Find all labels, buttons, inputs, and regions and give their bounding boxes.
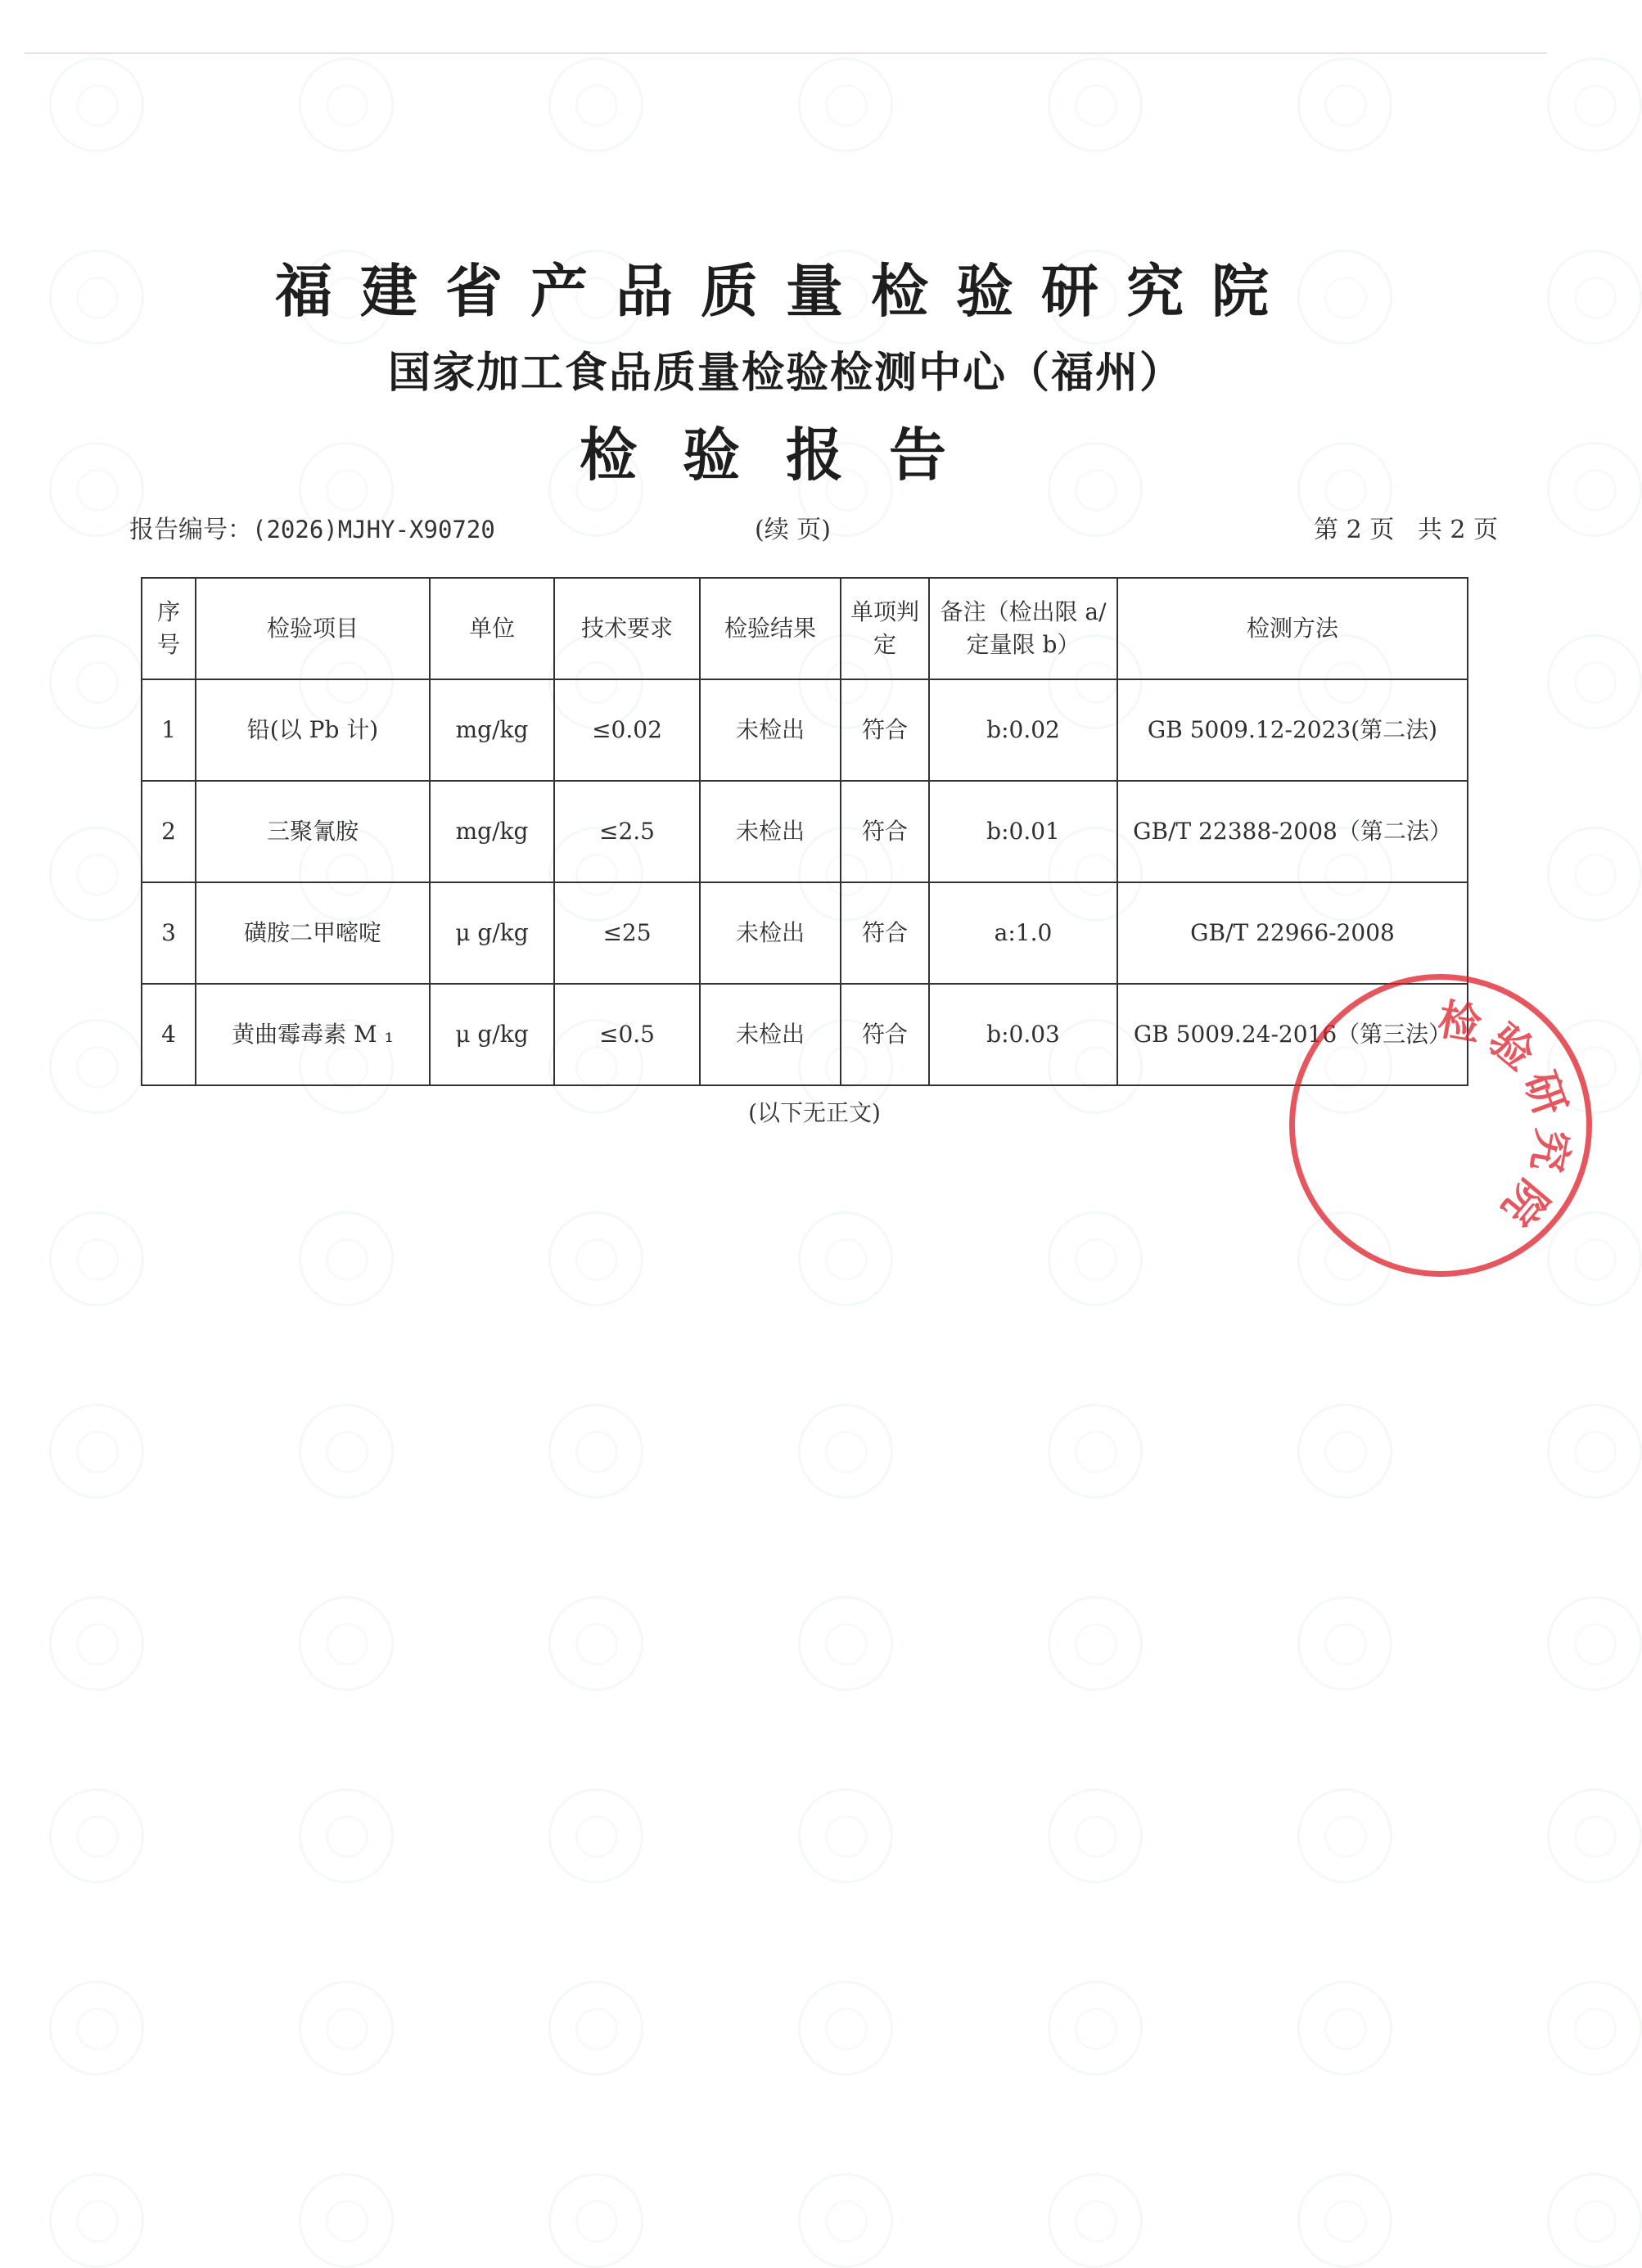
- cell-item: 三聚氰胺: [196, 781, 430, 882]
- watermark-emblem: [548, 1211, 643, 1306]
- watermark-emblem: [1547, 57, 1642, 152]
- report-number-label: 报告编号：: [129, 516, 252, 544]
- cell-seq: 1: [142, 679, 196, 781]
- header-result: 检验结果: [700, 578, 841, 679]
- cell-remark: b:0.03: [929, 984, 1117, 1085]
- cell-judgment: 符合: [841, 984, 929, 1085]
- cell-result: 未检出: [700, 882, 841, 984]
- watermark-emblem: [1048, 1404, 1143, 1499]
- page-current: 第 2 页: [1314, 516, 1395, 544]
- watermark-emblem: [49, 1788, 144, 1883]
- watermark-emblem: [548, 1404, 643, 1499]
- watermark-emblem: [798, 1788, 893, 1883]
- top-rule: [25, 52, 1547, 54]
- watermark-emblem: [798, 57, 893, 152]
- end-of-text-note: (以下无正文): [748, 1099, 881, 1126]
- seal-text: 检 验 研 究 院: [1434, 994, 1578, 1235]
- watermark-emblem: [548, 1596, 643, 1691]
- cell-unit: mg/kg: [430, 781, 554, 882]
- page-total: 共 2 页: [1417, 516, 1498, 544]
- watermark-emblem: [299, 2173, 394, 2268]
- cell-judgment: 符合: [841, 882, 929, 984]
- watermark-emblem: [1547, 1596, 1642, 1691]
- institute-title: 福建省产品质量检验研究院: [275, 257, 1297, 325]
- cell-seq: 3: [142, 882, 196, 984]
- watermark-emblem: [49, 1981, 144, 2076]
- cell-result: 未检出: [700, 781, 841, 882]
- watermark-emblem: [1048, 1788, 1143, 1883]
- watermark-emblem: [299, 1211, 394, 1306]
- watermark-emblem: [49, 2173, 144, 2268]
- cell-result: 未检出: [700, 679, 841, 781]
- table-row: [142, 882, 1468, 984]
- watermark-emblem: [1297, 1981, 1392, 2076]
- watermark-emblem: [49, 1596, 144, 1691]
- watermark-emblem: [1048, 1211, 1143, 1306]
- watermark-emblem: [1297, 1788, 1392, 1883]
- cell-unit: μ g/kg: [430, 882, 554, 984]
- header-judgment: 单项判定: [841, 578, 929, 679]
- watermark-emblem: [49, 634, 144, 729]
- cell-remark: b:0.02: [929, 679, 1117, 781]
- watermark-emblem: [1547, 1981, 1642, 2076]
- watermark-emblem: [1297, 2173, 1392, 2268]
- watermark-emblem: [49, 57, 144, 152]
- header-method: 检测方法: [1117, 578, 1468, 679]
- watermark-emblem: [798, 1596, 893, 1691]
- watermark-emblem: [798, 1404, 893, 1499]
- cell-unit: μ g/kg: [430, 984, 554, 1085]
- watermark-emblem: [299, 1981, 394, 2076]
- cell-seq: 2: [142, 781, 196, 882]
- watermark-emblem: [1048, 57, 1143, 152]
- cell-requirement: ≤25: [554, 882, 700, 984]
- watermark-emblem: [548, 57, 643, 152]
- watermark-emblem: [798, 1211, 893, 1306]
- watermark-emblem: [49, 1211, 144, 1306]
- table-row: [142, 679, 1468, 781]
- continued-label: (续 页): [755, 516, 831, 544]
- watermark-emblem: [1547, 1404, 1642, 1499]
- watermark-emblem: [798, 2173, 893, 2268]
- header-requirement: 技术要求: [554, 578, 700, 679]
- watermark-emblem: [548, 1981, 643, 2076]
- watermark-emblem: [49, 1404, 144, 1499]
- cell-remark: b:0.01: [929, 781, 1117, 882]
- cell-seq: 4: [142, 984, 196, 1085]
- watermark-emblem: [1297, 1404, 1392, 1499]
- watermark-emblem: [1547, 827, 1642, 922]
- doc-type-title: 检验报告: [580, 421, 992, 489]
- watermark-emblem: [548, 2173, 643, 2268]
- watermark-emblem: [299, 1404, 394, 1499]
- cell-method: GB/T 22966-2008: [1117, 882, 1468, 984]
- watermark-emblem: [1048, 1596, 1143, 1691]
- cell-requirement: ≤0.5: [554, 984, 700, 1085]
- table-row: [142, 781, 1468, 882]
- watermark-emblem: [1297, 1211, 1392, 1306]
- watermark-emblem: [1547, 2173, 1642, 2268]
- watermark-emblem: [299, 57, 394, 152]
- header-item: 检验项目: [196, 578, 430, 679]
- cell-item: 磺胺二甲嘧啶: [196, 882, 430, 984]
- watermark-emblem: [1048, 2173, 1143, 2268]
- header-remark: 备注（检出限 a/定量限 b）: [929, 578, 1117, 679]
- cell-requirement: ≤2.5: [554, 781, 700, 882]
- header-seq: 序号: [142, 578, 196, 679]
- watermark-emblem: [798, 1981, 893, 2076]
- cell-unit: mg/kg: [430, 679, 554, 781]
- report-number: [129, 509, 495, 545]
- cell-remark: a:1.0: [929, 882, 1117, 984]
- header-unit: 单位: [430, 578, 554, 679]
- table-header-row: [142, 578, 1468, 679]
- watermark-emblem: [1297, 57, 1392, 152]
- watermark-emblem: [1547, 1211, 1642, 1306]
- cell-judgment: 符合: [841, 781, 929, 882]
- watermark-emblem: [1297, 1596, 1392, 1691]
- watermark-emblem: [1547, 634, 1642, 729]
- cell-judgment: 符合: [841, 679, 929, 781]
- watermark-emblem: [299, 1596, 394, 1691]
- watermark-emblem: [49, 827, 144, 922]
- cell-item: 黄曲霉毒素 M ₁: [196, 984, 430, 1085]
- center-title: 国家加工食品质量检验检测中心（福州）: [387, 348, 1184, 398]
- cell-requirement: ≤0.02: [554, 679, 700, 781]
- watermark-emblem: [299, 1788, 394, 1883]
- table-row: [142, 984, 1468, 1085]
- page-indicator: [1314, 509, 1498, 545]
- watermark-emblem: [1547, 1788, 1642, 1883]
- cell-item: 铅(以 Pb 计): [196, 679, 430, 781]
- results-table: [141, 577, 1468, 1086]
- cell-method: GB 5009.12-2023(第二法): [1117, 679, 1468, 781]
- watermark-emblem: [548, 1788, 643, 1883]
- watermark-emblem: [1048, 1981, 1143, 2076]
- cell-result: 未检出: [700, 984, 841, 1085]
- cell-method: GB/T 22388-2008（第二法）: [1117, 781, 1468, 882]
- cell-method: GB 5009.24-2016（第三法）: [1117, 984, 1468, 1085]
- report-number-value: (2026)MJHY-X90720: [252, 516, 495, 543]
